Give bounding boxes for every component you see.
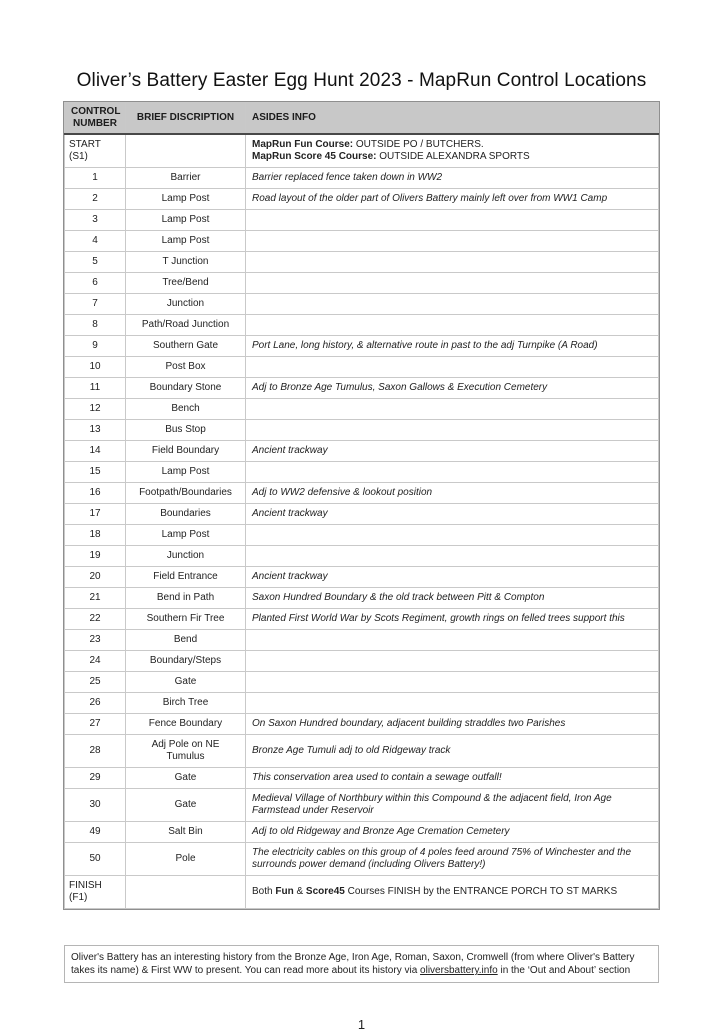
control-number-cell: 21 bbox=[65, 588, 126, 609]
control-number-cell: 30 bbox=[65, 789, 126, 822]
control-number-cell: 14 bbox=[65, 441, 126, 462]
asides-info-cell bbox=[246, 189, 659, 210]
table-row bbox=[65, 462, 659, 483]
table-row bbox=[65, 567, 659, 588]
control-number-cell: 13 bbox=[65, 420, 126, 441]
description-cell: Bend bbox=[126, 630, 246, 651]
description-cell: Boundaries bbox=[126, 504, 246, 525]
control-number-cell: 6 bbox=[65, 273, 126, 294]
control-number-cell: 28 bbox=[65, 735, 126, 768]
table-row bbox=[65, 588, 659, 609]
aside-segment: OUTSIDE PO / BUTCHERS. bbox=[353, 139, 484, 150]
asides-info-cell bbox=[246, 567, 659, 588]
asides-info-cell bbox=[246, 525, 659, 546]
description-cell: Fence Boundary bbox=[126, 714, 246, 735]
aside-segment: The electricity cables on this group of 4 poles feed around 75% of Winchester and the surrounds power demand (including Olivers Battery!) bbox=[252, 847, 632, 870]
control-number-cell: 8 bbox=[65, 315, 126, 336]
asides-info-cell bbox=[246, 273, 659, 294]
asides-info-cell bbox=[246, 252, 659, 273]
table-row bbox=[65, 357, 659, 378]
aside-segment: Ancient trackway bbox=[252, 571, 328, 582]
description-cell: Lamp Post bbox=[126, 210, 246, 231]
control-number-cell: 7 bbox=[65, 294, 126, 315]
asides-info-cell bbox=[246, 876, 659, 909]
asides-info-cell bbox=[246, 168, 659, 189]
control-number-cell: 9 bbox=[65, 336, 126, 357]
asides-info-cell bbox=[246, 441, 659, 462]
control-locations-table bbox=[64, 102, 659, 909]
table-row bbox=[65, 789, 659, 822]
table-row bbox=[65, 714, 659, 735]
description-cell: Bench bbox=[126, 399, 246, 420]
asides-info-cell bbox=[246, 378, 659, 399]
aside-segment: Ancient trackway bbox=[252, 445, 328, 456]
description-cell: Southern Fir Tree bbox=[126, 609, 246, 630]
aside-segment: On Saxon Hundred boundary, adjacent building straddles two Parishes bbox=[252, 718, 566, 729]
control-number-cell: START (S1) bbox=[65, 134, 126, 168]
control-number-cell: 16 bbox=[65, 483, 126, 504]
asides-info-cell bbox=[246, 420, 659, 441]
aside-segment: Medieval Village of Northbury within this Compound & the adjacent field, Iron Age Farmstead under Reservoir bbox=[252, 793, 612, 816]
description-cell: Lamp Post bbox=[126, 525, 246, 546]
description-cell: Adj Pole on NE Tumulus bbox=[126, 735, 246, 768]
table-row bbox=[65, 504, 659, 525]
description-cell bbox=[126, 134, 246, 168]
table-row bbox=[65, 252, 659, 273]
table-row bbox=[65, 693, 659, 714]
aside-segment: & bbox=[293, 886, 306, 897]
header-row bbox=[65, 103, 659, 135]
table-row bbox=[65, 630, 659, 651]
asides-info-cell bbox=[246, 651, 659, 672]
asides-info-cell bbox=[246, 768, 659, 789]
table-row bbox=[65, 822, 659, 843]
table-row bbox=[65, 294, 659, 315]
table-row bbox=[65, 672, 659, 693]
aside-segment: Adj to old Ridgeway and Bronze Age Cremation Cemetery bbox=[252, 826, 510, 837]
control-number-cell: 5 bbox=[65, 252, 126, 273]
asides-info-cell bbox=[246, 315, 659, 336]
asides-info-cell bbox=[246, 693, 659, 714]
aside-segment: Barrier replaced fence taken down in WW2 bbox=[252, 172, 443, 183]
table-row bbox=[65, 336, 659, 357]
table-row bbox=[65, 378, 659, 399]
control-number-cell: 4 bbox=[65, 231, 126, 252]
asides-info-cell bbox=[246, 609, 659, 630]
description-cell: Gate bbox=[126, 789, 246, 822]
aside-segment: Score45 bbox=[305, 886, 345, 897]
asides-info-cell bbox=[246, 630, 659, 651]
asides-info-cell bbox=[246, 294, 659, 315]
description-cell: Junction bbox=[126, 294, 246, 315]
footer-note-text-before: Oliver's Battery has an interesting history from the Bronze Age, Iron Age, Roman, Saxon, Cromwell (from where Oliver's Battery takes its name) & First WW to present. You can read more about its history via bbox=[71, 952, 635, 976]
table-row bbox=[65, 843, 659, 876]
table-row bbox=[65, 273, 659, 294]
header-control-number: CONTROL NUMBER bbox=[65, 103, 126, 135]
asides-info-cell bbox=[246, 672, 659, 693]
control-number-cell: 27 bbox=[65, 714, 126, 735]
header-brief-discription: BRIEF DISCRIPTION bbox=[126, 103, 246, 135]
table-row bbox=[65, 651, 659, 672]
description-cell: Lamp Post bbox=[126, 189, 246, 210]
table-row bbox=[65, 609, 659, 630]
control-number-cell: 22 bbox=[65, 609, 126, 630]
asides-info-cell bbox=[246, 735, 659, 768]
aside-segment: Planted First World War by Scots Regiment, growth rings on felled trees support this bbox=[252, 613, 625, 624]
control-number-cell: 20 bbox=[65, 567, 126, 588]
control-number-cell: 24 bbox=[65, 651, 126, 672]
description-cell: T Junction bbox=[126, 252, 246, 273]
aside-segment: Saxon Hundred Boundary & the old track between Pitt & Compton bbox=[252, 592, 545, 603]
description-cell: Tree/Bend bbox=[126, 273, 246, 294]
aside-segment: Port Lane, long history, & alternative route in past to the adj Turnpike (A Road) bbox=[252, 340, 598, 351]
header-asides-info: ASIDES INFO bbox=[246, 103, 659, 135]
table-row bbox=[65, 189, 659, 210]
control-number-cell: 1 bbox=[65, 168, 126, 189]
description-cell bbox=[126, 876, 246, 909]
asides-info-cell bbox=[246, 588, 659, 609]
asides-info-cell bbox=[246, 483, 659, 504]
table-row bbox=[65, 315, 659, 336]
table-row bbox=[65, 231, 659, 252]
aside-segment: Bronze Age Tumuli adj to old Ridgeway track bbox=[252, 745, 451, 756]
control-number-cell: 3 bbox=[65, 210, 126, 231]
control-number-cell: 10 bbox=[65, 357, 126, 378]
description-cell: Barrier bbox=[126, 168, 246, 189]
table-row bbox=[65, 168, 659, 189]
aside-segment: This conservation area used to contain a sewage outfall! bbox=[252, 772, 502, 783]
table-row bbox=[65, 134, 659, 168]
description-cell: Boundary/Steps bbox=[126, 651, 246, 672]
control-number-cell: 50 bbox=[65, 843, 126, 876]
asides-info-cell bbox=[246, 357, 659, 378]
control-number-cell: 17 bbox=[65, 504, 126, 525]
description-cell: Lamp Post bbox=[126, 462, 246, 483]
asides-info-cell bbox=[246, 546, 659, 567]
aside-segment: Adj to Bronze Age Tumulus, Saxon Gallows & Execution Cemetery bbox=[252, 382, 548, 393]
aside-segment: Adj to WW2 defensive & lookout position bbox=[252, 487, 433, 498]
aside-segment: OUTSIDE ALEXANDRA SPORTS bbox=[376, 151, 530, 162]
asides-info-cell bbox=[246, 714, 659, 735]
asides-info-cell bbox=[246, 504, 659, 525]
table-row bbox=[65, 483, 659, 504]
footer-link-oliversbattery[interactable]: oliversbattery.info bbox=[420, 965, 498, 976]
aside-segment: MapRun Fun Course: bbox=[252, 139, 354, 150]
description-cell: Boundary Stone bbox=[126, 378, 246, 399]
control-number-cell: 49 bbox=[65, 822, 126, 843]
control-number-cell: 25 bbox=[65, 672, 126, 693]
control-number-cell: 19 bbox=[65, 546, 126, 567]
description-cell: Post Box bbox=[126, 357, 246, 378]
table-row bbox=[65, 210, 659, 231]
description-cell: Path/Road Junction bbox=[126, 315, 246, 336]
aside-segment: Ancient trackway bbox=[252, 508, 328, 519]
aside-segment: MapRun Score 45 Course: bbox=[252, 151, 377, 162]
control-locations-table-wrap bbox=[63, 101, 660, 910]
page-title: Oliver’s Battery Easter Egg Hunt 2023 - MapRun Control Locations bbox=[76, 70, 647, 91]
description-cell: Junction bbox=[126, 546, 246, 567]
control-number-cell: 26 bbox=[65, 693, 126, 714]
control-number-cell: 11 bbox=[65, 378, 126, 399]
description-cell: Field Entrance bbox=[126, 567, 246, 588]
table-row bbox=[65, 420, 659, 441]
table-row bbox=[65, 525, 659, 546]
description-cell: Pole bbox=[126, 843, 246, 876]
description-cell: Lamp Post bbox=[126, 231, 246, 252]
description-cell: Gate bbox=[126, 768, 246, 789]
page-number: 1 bbox=[357, 1017, 366, 1032]
control-number-cell: 23 bbox=[65, 630, 126, 651]
table-row bbox=[65, 876, 659, 909]
description-cell: Bend in Path bbox=[126, 588, 246, 609]
description-cell: Field Boundary bbox=[126, 441, 246, 462]
description-cell: Southern Gate bbox=[126, 336, 246, 357]
control-number-cell: 2 bbox=[65, 189, 126, 210]
control-number-cell: 29 bbox=[65, 768, 126, 789]
aside-segment: Road layout of the older part of Olivers Battery mainly left over from WW1 Camp bbox=[252, 193, 608, 204]
control-number-cell: 15 bbox=[65, 462, 126, 483]
aside-segment: Courses FINISH by the ENTRANCE PORCH TO ST MARKS bbox=[344, 886, 618, 897]
footer-note bbox=[64, 945, 659, 983]
description-cell: Birch Tree bbox=[126, 693, 246, 714]
table-row bbox=[65, 735, 659, 768]
asides-info-cell bbox=[246, 134, 659, 168]
asides-info-cell bbox=[246, 843, 659, 876]
control-number-cell: FINISH (F1) bbox=[65, 876, 126, 909]
description-cell: Footpath/Boundaries bbox=[126, 483, 246, 504]
table-row bbox=[65, 768, 659, 789]
description-cell: Gate bbox=[126, 672, 246, 693]
asides-info-cell bbox=[246, 789, 659, 822]
table-row bbox=[65, 546, 659, 567]
aside-segment: Fun bbox=[275, 886, 294, 897]
description-cell: Salt Bin bbox=[126, 822, 246, 843]
aside-segment: Both bbox=[252, 886, 276, 897]
asides-info-cell bbox=[246, 462, 659, 483]
description-cell: Bus Stop bbox=[126, 420, 246, 441]
table-row bbox=[65, 441, 659, 462]
control-number-cell: 18 bbox=[65, 525, 126, 546]
asides-info-cell bbox=[246, 336, 659, 357]
control-number-cell: 12 bbox=[65, 399, 126, 420]
footer-note-text-after: in the ‘Out and About’ section bbox=[497, 965, 631, 976]
asides-info-cell bbox=[246, 822, 659, 843]
asides-info-cell bbox=[246, 231, 659, 252]
asides-info-cell bbox=[246, 210, 659, 231]
table-row bbox=[65, 399, 659, 420]
asides-info-cell bbox=[246, 399, 659, 420]
